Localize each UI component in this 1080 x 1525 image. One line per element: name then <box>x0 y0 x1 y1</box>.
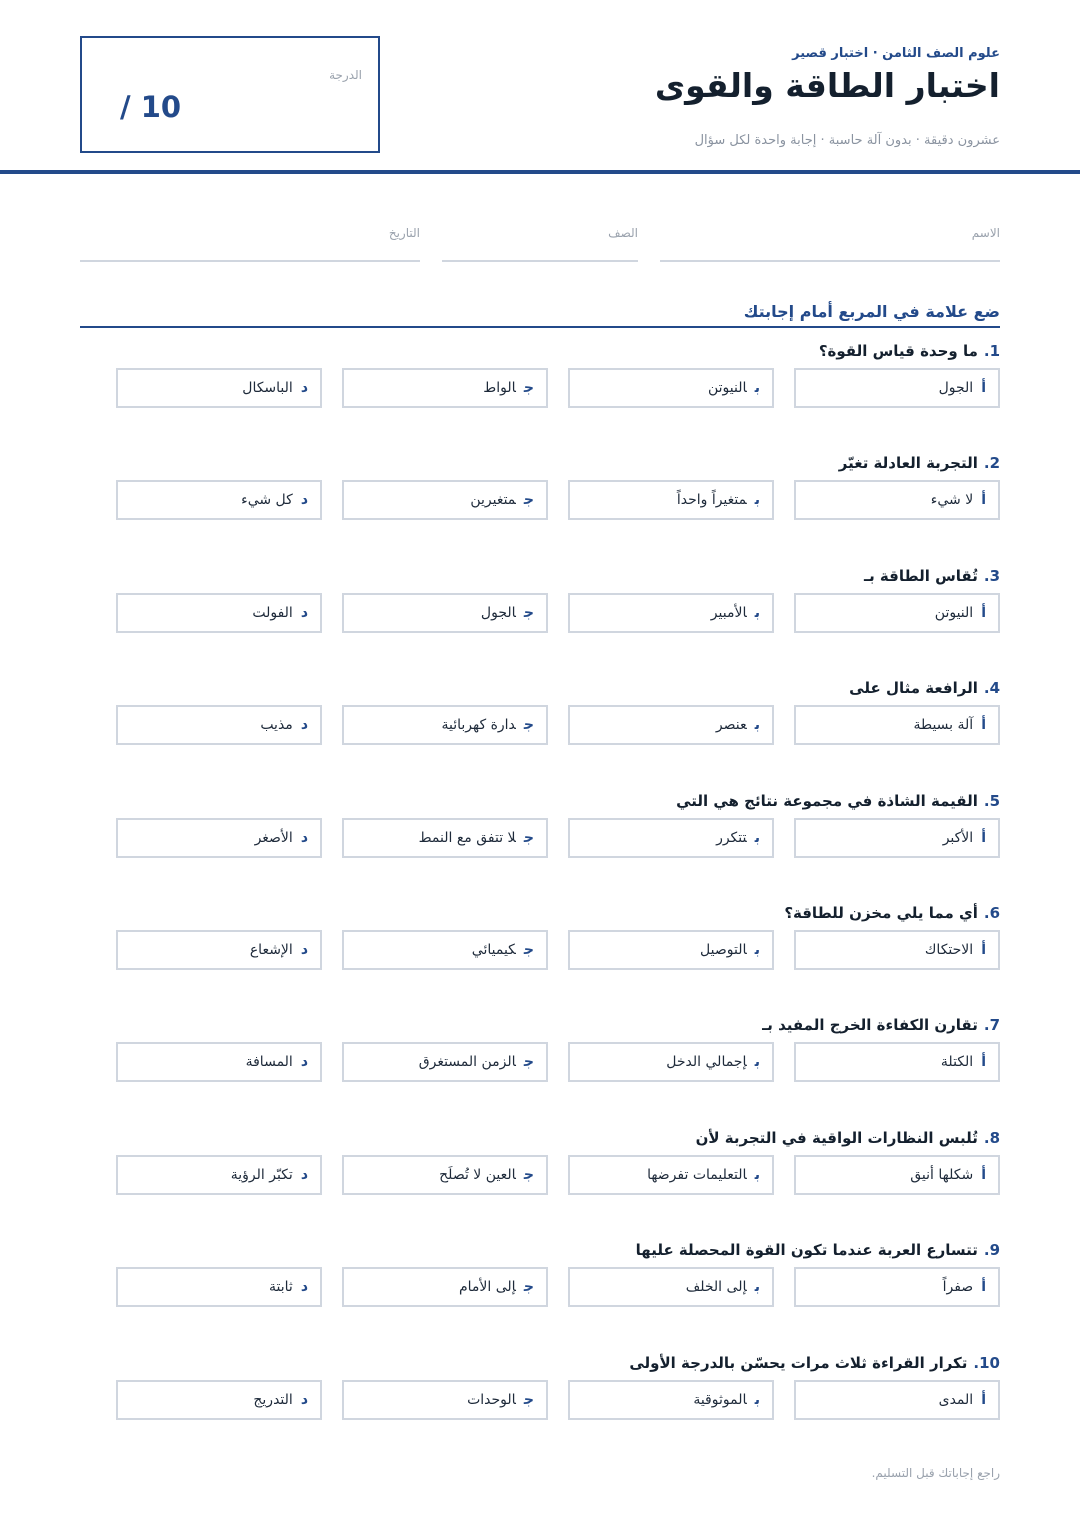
question-stem <box>629 1354 1000 1372</box>
question-stem <box>849 679 1000 697</box>
question-10 <box>80 1354 1000 1466</box>
score-box[interactable] <box>80 36 380 153</box>
answer-option[interactable] <box>568 1042 774 1082</box>
question-number: 5. <box>983 791 1000 810</box>
answer-letter: أ <box>981 829 986 846</box>
question-number: 10. <box>973 1353 1000 1372</box>
quiz-subtitle: عشرون دقيقة · بدون آلة حاسبة · إجابة واحدة لكل سؤال <box>694 133 1000 148</box>
answer-letter: ب <box>754 492 760 509</box>
answer-option[interactable] <box>342 480 548 520</box>
answer-letter: أ <box>981 1054 986 1071</box>
answer-letter: د <box>300 604 308 621</box>
question-stem <box>864 567 1000 585</box>
answer-text: تتكرر <box>716 829 747 846</box>
answer-option[interactable] <box>568 930 774 970</box>
question-text: التجربة العادلة تغيّر <box>838 454 978 473</box>
answer-option-content <box>716 717 760 733</box>
answer-letter: ب <box>754 1279 760 1296</box>
answer-text: لا شيء <box>930 492 974 509</box>
section-divider <box>80 326 1000 328</box>
answer-text: العين لا تُصلَح <box>439 1166 516 1183</box>
answer-option[interactable] <box>116 1380 322 1420</box>
answer-text: متغيراً واحداً <box>676 492 747 509</box>
question-stem <box>762 1016 1000 1034</box>
answer-option[interactable] <box>342 368 548 408</box>
answer-letter: ج <box>523 717 534 734</box>
answer-letter: أ <box>981 492 986 509</box>
answer-text: المسافة <box>245 1054 293 1071</box>
question-stem <box>696 1129 1000 1147</box>
answer-letter: ب <box>754 604 760 621</box>
answer-option-content <box>255 830 308 846</box>
answer-text: الأصغر <box>254 829 293 846</box>
answer-letter: د <box>300 1166 308 1183</box>
answer-option-content <box>470 492 534 508</box>
answer-text: التدريج <box>253 1391 293 1408</box>
answer-option-content <box>439 1167 534 1183</box>
quiz-header <box>0 0 1080 172</box>
answer-option[interactable] <box>794 1042 1000 1082</box>
header-divider <box>0 170 1080 174</box>
answer-option-content <box>943 830 986 846</box>
answer-option[interactable] <box>568 705 774 745</box>
question-text: تقارن الكفاءة الخرج المفيد بـ <box>762 1016 978 1035</box>
answer-option[interactable] <box>342 818 548 858</box>
answer-text: الأكبر <box>942 829 974 846</box>
answer-letter: ب <box>754 942 760 958</box>
answer-letter: د <box>300 1054 308 1071</box>
answer-option-content <box>441 717 534 733</box>
answer-text: لا تتفق مع النمط <box>418 829 516 846</box>
answer-option[interactable] <box>568 1380 774 1420</box>
answer-option-content <box>910 1167 986 1183</box>
answer-text: الفولت <box>252 604 293 621</box>
answer-option[interactable] <box>794 930 1000 970</box>
answer-letter: ج <box>523 1166 534 1183</box>
answer-text: الجول <box>480 604 516 621</box>
answer-option[interactable] <box>116 480 322 520</box>
answer-letter: ج <box>523 1391 534 1408</box>
question-stem <box>784 904 1000 922</box>
answer-text: الزمن المستغرق <box>418 1054 516 1071</box>
answer-text: كيميائي <box>471 942 516 958</box>
answer-letter: أ <box>981 604 986 621</box>
answer-text: كل شيء <box>241 492 293 509</box>
answer-text: مذيب <box>260 717 293 734</box>
answer-option[interactable] <box>342 1042 548 1082</box>
answer-text: المدى <box>938 1391 974 1408</box>
answer-option[interactable] <box>342 705 548 745</box>
date-field[interactable] <box>80 226 420 262</box>
answer-letter: أ <box>981 717 986 734</box>
score-value: / 10 <box>120 90 182 124</box>
question-text: تُقاس الطاقة بـ <box>863 566 978 585</box>
question-stem <box>839 454 1000 472</box>
answer-option-content <box>716 830 760 846</box>
answer-option[interactable] <box>794 818 1000 858</box>
answer-option-content <box>231 1167 308 1183</box>
question-number: 7. <box>983 1016 1000 1035</box>
question-number: 1. <box>983 342 1000 360</box>
answer-letter: ب <box>754 1166 760 1183</box>
answer-option[interactable] <box>794 1155 1000 1195</box>
question-number: 2. <box>983 454 1000 473</box>
answer-text: متغيرين <box>470 492 516 509</box>
answer-letter: أ <box>981 1166 986 1183</box>
answer-letter: د <box>300 1279 308 1296</box>
answer-letter: ج <box>523 942 534 958</box>
answer-text: الأمبير <box>710 604 747 621</box>
answer-option[interactable] <box>116 705 322 745</box>
question-3 <box>80 567 1000 679</box>
answer-option-content <box>472 942 534 958</box>
answer-letter: د <box>300 942 308 958</box>
answer-option-content <box>925 942 986 958</box>
answer-option-content <box>708 380 760 396</box>
answer-text: إلى الأمام <box>458 1279 516 1296</box>
question-number: 9. <box>983 1241 1000 1260</box>
score-label: الدرجة <box>329 68 362 82</box>
answer-option[interactable] <box>794 480 1000 520</box>
answer-text: دارة كهربائية <box>441 717 516 734</box>
question-text: تكرار القراءة ثلاث مرات يحسّن بالدرجة الأولى <box>629 1353 968 1372</box>
question-text: أي مما يلي مخزن للطاقة؟ <box>784 904 978 922</box>
answer-option-content <box>941 1054 986 1070</box>
question-text: القيمة الشاذة في مجموعة نتائج هي التي <box>676 791 978 810</box>
answer-option-content <box>467 1392 534 1408</box>
answer-option[interactable] <box>568 593 774 633</box>
answer-letter: أ <box>981 1391 986 1408</box>
answer-letter: د <box>300 1391 308 1408</box>
answer-text: ثابتة <box>269 1279 293 1296</box>
answer-letter: أ <box>981 1279 986 1296</box>
answer-text: شكلها أنيق <box>910 1166 974 1183</box>
answer-option-content <box>666 1054 760 1070</box>
answer-option[interactable] <box>342 930 548 970</box>
answer-text: الموثوقية <box>693 1391 747 1408</box>
question-text: تتسارع العربة عندما تكون القوة المحصلة عليها <box>635 1241 978 1260</box>
answer-option-content <box>686 1279 760 1295</box>
answer-option-content <box>242 380 308 396</box>
answer-text: تكبّر الرؤية <box>230 1166 293 1183</box>
answer-option[interactable] <box>568 368 774 408</box>
answer-option[interactable] <box>568 480 774 520</box>
course-kicker: علوم الصف الثامن · اختبار قصير <box>792 46 1000 61</box>
class-field[interactable] <box>442 226 638 262</box>
answer-option[interactable] <box>342 1380 548 1420</box>
answer-option-content <box>241 492 308 508</box>
answer-option-content <box>647 1167 760 1183</box>
answer-text: الباسكال <box>242 380 293 396</box>
answer-letter: د <box>300 717 308 734</box>
answer-option[interactable] <box>342 1267 548 1307</box>
question-text: تُلبس النظارات الواقية في التجربة لأن <box>695 1128 978 1147</box>
answer-option-content <box>252 605 308 621</box>
answer-letter: ج <box>523 492 534 509</box>
answer-option-content <box>700 942 760 958</box>
answer-option-content <box>481 605 534 621</box>
answer-option-content <box>419 830 534 846</box>
answer-option[interactable] <box>116 818 322 858</box>
question-stem <box>636 1241 1000 1259</box>
answer-text: آلة بسيطة <box>913 717 974 734</box>
answer-text: إلى الخلف <box>685 1279 747 1296</box>
answer-letter: ب <box>754 1054 760 1071</box>
question-4 <box>80 679 1000 791</box>
answer-text: الاحتكاك <box>924 942 974 958</box>
question-5 <box>80 792 1000 904</box>
answer-letter: ج <box>523 829 534 846</box>
answer-letter: أ <box>981 380 986 396</box>
question-1 <box>80 342 1000 454</box>
answer-option[interactable] <box>116 1042 322 1082</box>
answer-option-content <box>419 1054 534 1070</box>
answer-letter: ج <box>523 1054 534 1071</box>
answer-option[interactable] <box>568 1267 774 1307</box>
answer-option[interactable] <box>116 593 322 633</box>
answer-option[interactable] <box>794 705 1000 745</box>
answer-text: النيوتن <box>707 380 747 396</box>
answer-option-content <box>935 605 986 621</box>
answer-option-content <box>483 380 534 396</box>
footer-note: راجع إجاباتك قبل التسليم. <box>871 1466 1000 1480</box>
answer-option[interactable] <box>794 593 1000 633</box>
question-2 <box>80 454 1000 566</box>
answer-letter: ج <box>523 1279 534 1296</box>
question-text: الرافعة مثال على <box>849 679 978 698</box>
answer-option[interactable] <box>116 1155 322 1195</box>
answer-option-content <box>246 1054 308 1070</box>
answer-letter: ب <box>754 829 760 846</box>
answer-option[interactable] <box>342 1155 548 1195</box>
answer-text: إجمالي الدخل <box>666 1054 747 1071</box>
question-number: 4. <box>983 679 1000 698</box>
answer-letter: ج <box>523 380 534 396</box>
class-field-label: الصف <box>608 226 638 240</box>
answer-text: النيوتن <box>934 604 974 621</box>
name-field-label: الاسم <box>971 226 1000 240</box>
section-instructions: ضع علامة في المربع أمام إجابتك <box>743 302 1000 321</box>
answer-option[interactable] <box>116 368 322 408</box>
question-stem <box>676 792 1000 810</box>
answer-text: عنصر <box>715 717 747 734</box>
answer-letter: د <box>300 492 308 509</box>
answer-letter: د <box>300 829 308 846</box>
answer-letter: ب <box>754 380 760 396</box>
answer-option[interactable] <box>116 930 322 970</box>
question-number: 6. <box>983 904 1000 922</box>
name-field[interactable] <box>660 226 1000 262</box>
answer-option[interactable] <box>568 818 774 858</box>
date-field-label: التاريخ <box>388 226 420 240</box>
question-8 <box>80 1129 1000 1241</box>
answer-letter: أ <box>981 942 986 958</box>
answer-text: صفراً <box>942 1279 974 1296</box>
question-6 <box>80 904 1000 1016</box>
question-stem <box>819 342 1000 360</box>
question-9 <box>80 1241 1000 1353</box>
page-title: اختبار الطاقة والقوى <box>654 66 1000 105</box>
answer-text: الوحدات <box>467 1391 516 1408</box>
answer-text: الواط <box>483 380 516 396</box>
answer-text: الجول <box>938 380 974 396</box>
answer-option-content <box>943 1279 986 1295</box>
answer-option-content <box>250 942 308 958</box>
answer-text: التعليمات تفرضها <box>647 1166 747 1183</box>
answer-option[interactable] <box>794 1380 1000 1420</box>
question-number: 3. <box>983 566 1000 585</box>
answer-option[interactable] <box>794 1267 1000 1307</box>
answer-option-content <box>459 1279 534 1295</box>
question-text: ما وحدة قياس القوة؟ <box>818 342 978 360</box>
answer-option-content <box>939 1392 986 1408</box>
answer-option-content <box>677 492 760 508</box>
answer-text: الإشعاع <box>249 942 293 958</box>
answer-option-content <box>269 1279 308 1295</box>
answer-option[interactable] <box>568 1155 774 1195</box>
answer-option-content <box>253 1392 308 1408</box>
answer-option[interactable] <box>794 368 1000 408</box>
answer-text: التوصيل <box>700 942 747 958</box>
answer-option-content <box>931 492 986 508</box>
answer-option[interactable] <box>342 593 548 633</box>
answer-option-content <box>260 717 308 733</box>
answer-option-content <box>711 605 760 621</box>
answer-option-content <box>939 380 986 396</box>
answer-option-content <box>693 1392 760 1408</box>
question-number: 8. <box>983 1128 1000 1147</box>
answer-letter: ج <box>523 604 534 621</box>
answer-option-content <box>913 717 986 733</box>
question-7 <box>80 1016 1000 1128</box>
answer-letter: ب <box>754 717 760 734</box>
answer-letter: ب <box>754 1391 760 1408</box>
answer-letter: د <box>300 380 308 396</box>
answer-option[interactable] <box>116 1267 322 1307</box>
answer-text: الكتلة <box>940 1054 974 1071</box>
